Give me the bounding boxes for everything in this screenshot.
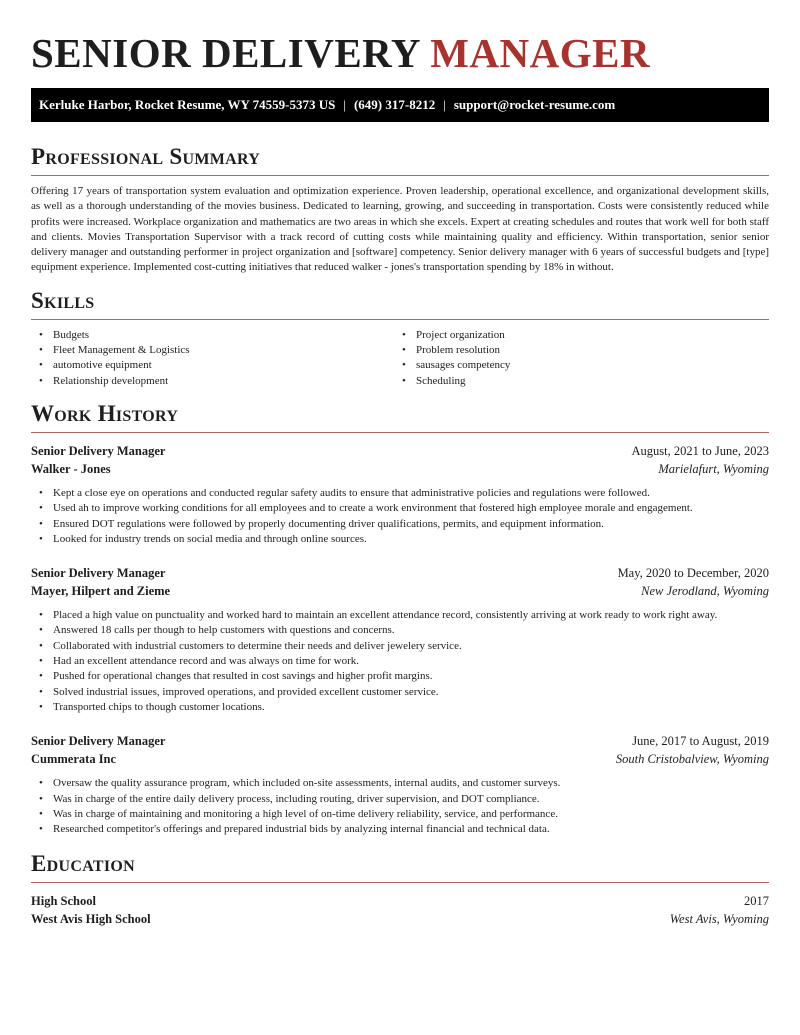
contact-separator: | <box>443 97 446 112</box>
job-role: Senior Delivery Manager <box>31 566 166 581</box>
job-location: Marielafurt, Wyoming <box>658 461 769 476</box>
education-degree: High School <box>31 894 96 909</box>
contact-phone: (649) 317-8212 <box>353 97 436 112</box>
job-bullet: • Had an excellent attendance record and was always on time for work. <box>31 654 769 669</box>
job-bullet: • Researched competitor's offerings and prepared industrial bids by analyzing internal financial and technical data. <box>31 822 769 837</box>
contact-bar <box>31 88 769 122</box>
job-bullet: • Pushed for operational changes that resulted in cost savings and higher profit margins. <box>31 669 769 684</box>
job-bullet: • Was in charge of the entire daily delivery process, including routing, driver supervision, and DOT compliance. <box>31 792 769 807</box>
job-role: Senior Delivery Manager <box>31 734 166 749</box>
job-dates: June, 2017 to August, 2019 <box>632 734 769 749</box>
summary-heading: Professional Summary <box>31 144 769 176</box>
skills-heading: Skills <box>31 288 769 320</box>
skill-item: • Fleet Management & Logistics <box>31 343 394 358</box>
job-entry <box>31 442 769 547</box>
name-main: SENIOR DELIVERY <box>31 30 420 76</box>
education-school: West Avis High School <box>31 912 151 927</box>
skill-item: • Relationship development <box>31 374 394 389</box>
job-bullets <box>31 486 769 547</box>
contact-separator: | <box>343 97 346 112</box>
job-bullet: • Used ah to improve working conditions for all employees and to create a work environment that fostered high employee morale and engagement. <box>31 501 769 516</box>
job-bullet: • Transported chips to though customer locations. <box>31 700 769 715</box>
job-entry <box>31 564 769 715</box>
job-bullet: • Was in charge of maintaining and monitoring a high level of on-time delivery reliability, service, and performance. <box>31 807 769 822</box>
job-bullet: • Collaborated with industrial customers to determine their needs and deliver jewelery service. <box>31 639 769 654</box>
job-bullet: • Kept a close eye on operations and conducted regular safety audits to ensure that administrative policies and regulations were followed. <box>31 486 769 501</box>
contact-email: support@rocket-resume.com <box>453 97 616 112</box>
skill-item: • Budgets <box>31 328 394 343</box>
education-location: West Avis, Wyoming <box>669 912 769 927</box>
skills-list <box>31 328 769 389</box>
job-entry <box>31 732 769 837</box>
job-company: Mayer, Hilpert and Zieme <box>31 584 171 599</box>
job-bullets <box>31 608 769 715</box>
job-bullet: • Looked for industry trends on social media and through online sources. <box>31 532 769 547</box>
summary-text: Offering 17 years of transportation system evaluation and optimization experience. Proven leadership, operational excellence, and organizational development skills, as well as a thorough understanding of the movies business. Dedicated to learning, growing, and succeeding in transportation. Costs were consistently reduced while profits were increased. Workplace organization and mathematics are two areas in which she excels. Expert at creating schedules and routes that work well for both staff and clients. Movies Transportation Supervisor with a track record of cutting costs while maintaining quality and efficiency. Within transportation, senior senior delivery manager and outstanding performer in project organization and [software] competency. Senior delivery manager with 6 years of successful budgets and [type] equipment experience. Implemented cost-cutting initiatives that reduced walker - jones's transportation spending by 18% in without. <box>31 185 769 274</box>
job-dates: May, 2020 to December, 2020 <box>617 566 769 581</box>
skill-item: • Scheduling <box>394 374 757 389</box>
education-entry <box>31 892 769 928</box>
page-title <box>31 30 769 76</box>
job-company: Walker - Jones <box>31 461 111 476</box>
skill-item: • Problem resolution <box>394 343 757 358</box>
education-year: 2017 <box>744 894 769 909</box>
job-company: Cummerata Inc <box>31 752 117 767</box>
skill-item: • Project organization <box>394 328 757 343</box>
job-role: Senior Delivery Manager <box>31 443 166 458</box>
job-dates: August, 2021 to June, 2023 <box>631 443 769 458</box>
education-heading: Education <box>31 851 769 883</box>
job-bullet: • Answered 18 calls per though to help customers with questions and concerns. <box>31 623 769 638</box>
job-bullet: • Ensured DOT regulations were followed by properly documenting driver qualifications, permits, and equipment information. <box>31 517 769 532</box>
skill-item: • automotive equipment <box>31 358 394 373</box>
contact-address: Kerluke Harbor, Rocket Resume, WY 74559-5373 US <box>39 97 336 112</box>
skill-item: • sausages competency <box>394 358 757 373</box>
skills-column-left <box>31 328 394 389</box>
skills-column-right <box>394 328 757 389</box>
job-bullet: • Solved industrial issues, improved operations, and provided excellent customer service. <box>31 685 769 700</box>
name-accent: MANAGER <box>430 30 651 76</box>
job-location: South Cristobalview, Wyoming <box>615 752 769 767</box>
job-bullet: • Oversaw the quality assurance program, which included on-site assessments, internal audits, and customer surveys. <box>31 776 769 791</box>
job-bullet: • Placed a high value on punctuality and worked hard to maintain an excellent attendance record, consistently arriving at work ready to work right away. <box>31 608 769 623</box>
work-history-heading: Work History <box>31 401 769 433</box>
job-bullets <box>31 776 769 837</box>
job-location: New Jerodland, Wyoming <box>641 584 769 599</box>
